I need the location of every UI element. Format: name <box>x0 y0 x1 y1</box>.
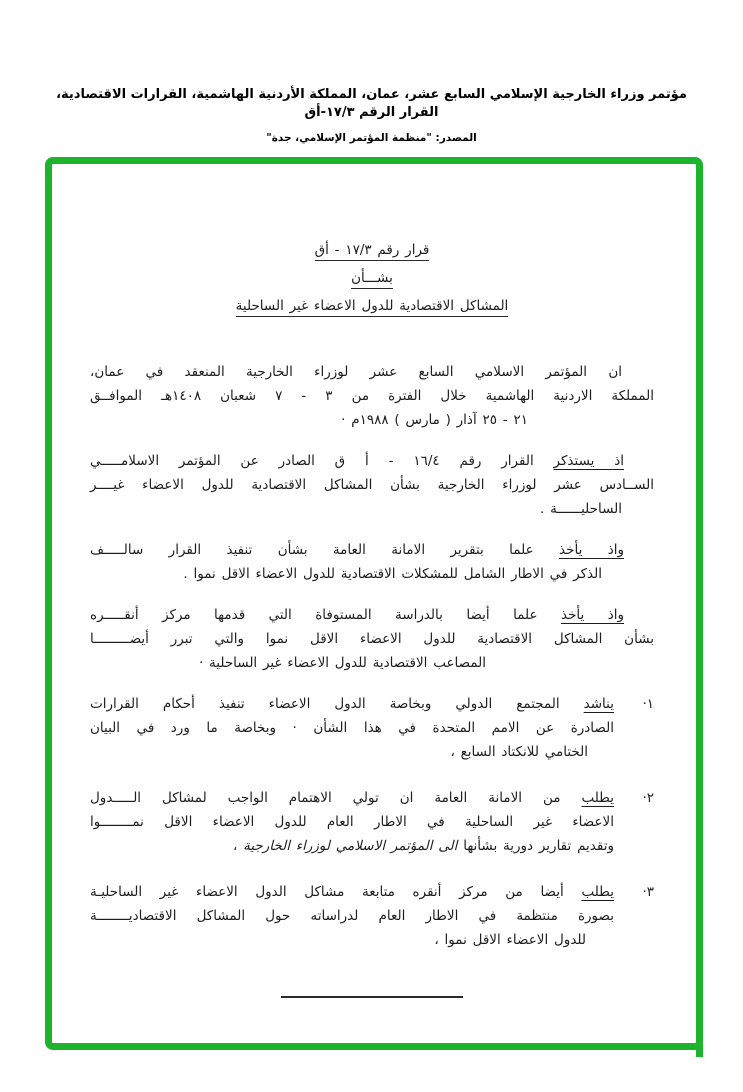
text-line: اذ يستذكر القرار رقم ١٦/٤ - أ ق الصادر عن المؤتمر الاسلامـــــي <box>90 453 624 469</box>
text-line: الاعضاء غير الساحلية في الاطار العام للدول الاعضاء الاقل نمــــــــوا <box>90 814 614 830</box>
resolution-subject-line: المشاكل الاقتصادية للدول الاعضاء غير الساحلية <box>90 292 654 320</box>
resolution-title <box>90 236 654 320</box>
document-frame <box>45 157 703 1050</box>
preamble-paragraphs <box>90 360 654 675</box>
list-item <box>90 786 654 858</box>
page-header <box>0 86 743 144</box>
resolution-number-line: قرار رقم ١٧/٣ - أق <box>90 236 654 264</box>
paragraph <box>90 538 654 586</box>
underlined-lead: واذ يأخذ <box>560 607 624 623</box>
operative-items <box>90 692 654 952</box>
text-line: يطلب أيضا من مركز أنقره متابعة مشاكل الدول الاعضاء غير الساحليـة <box>90 884 614 900</box>
document-content <box>52 164 696 998</box>
underlined-lead: يناشد <box>583 696 614 712</box>
frame-corner-tail <box>696 1044 703 1057</box>
text-line: الذكر في الاطار الشامل للمشكلات الاقتصادية للدول الاعضاء الاقل نموا . <box>183 566 602 582</box>
end-divider <box>281 996 463 998</box>
text-line: واذ يأخذ علما أيضا بالدراسة المستوفاة التي قدمها مركز أنقـــــره <box>90 607 624 623</box>
list-item <box>90 692 654 764</box>
underlined-lead: اذ يستذكر <box>553 453 624 469</box>
resolution-regarding-line: بشـــأن <box>90 264 654 292</box>
item-number: ٣· <box>642 884 654 900</box>
text-line: واذ يأخذ علما بتقرير الامانة العامة بشأن تنفيذ القرار سالـــــف <box>90 542 625 558</box>
italic-phrase: الى المؤتمر الاسلامي لوزراء الخارجية <box>243 838 458 854</box>
item-number: ٢· <box>642 790 654 806</box>
text-line: يناشد المجتمع الدولي وبخاصة الدول الاعضاء تنفيذ أحكام القرارات <box>90 696 614 712</box>
text-line: الســادس عشر لوزراء الخارجية بشأن المشاكل الاقتصادية للدول الاعضاء غيــــر <box>90 477 654 493</box>
text-line: وتقديم تقارير دورية بشأنها الى المؤتمر الاسلامي لوزراء الخارجية ، <box>232 838 614 854</box>
underlined-lead: يطلب <box>581 884 614 900</box>
underlined-lead: يطلب <box>581 790 614 806</box>
text-line: ٢١ - ٢٥ آذار ( مارس ) ١٩٨٨م · <box>341 412 528 428</box>
text-line: بصورة منتظمة في الاطار العام لدراساته حول المشاكل الاقتصاديــــــــة <box>90 908 614 924</box>
text-line: الختامي للانكتاد السابع ، <box>450 744 588 760</box>
text-line: الساحليــــــة . <box>540 501 622 517</box>
paragraph <box>90 603 654 675</box>
paragraph <box>90 360 654 432</box>
text-line: للدول الاعضاء الاقل نموا ، <box>434 932 586 948</box>
text-line: المصاعب الاقتصادية للدول الاعضاء غير الساحلية · <box>198 655 486 671</box>
item-text <box>90 692 614 764</box>
underlined-lead: واذ يأخذ <box>559 542 625 558</box>
text-line: الصادرة عن الامم المتحدة في هذا الشأن · وبخاصة ما ورد في البيان <box>90 720 614 736</box>
list-item <box>90 880 654 952</box>
text-line: بشأن المشاكل الاقتصادية للدول الاعضاء الاقل نموا والتي تبرر أيضـــــــــا <box>90 631 654 647</box>
text-line: المملكة الاردنية الهاشمية خلال الفترة من ٣ - ٧ شعبان ١٤٠٨هـ الموافــق <box>90 388 654 404</box>
header-source-line: المصدر: "منظمة المؤتمر الإسلامي، جدة" <box>266 132 477 144</box>
item-number: ١· <box>642 696 654 712</box>
item-text <box>90 786 614 858</box>
paragraph <box>90 449 654 521</box>
text-line: ان المؤتمر الاسلامي السابع عشر لوزراء الخارجية المنعقد في عمان، <box>90 364 622 380</box>
header-citation-line: مؤتمر وزراء الخارجية الإسلامي السابع عشر، عمان، المملكة الأردنية الهاشمية، القرارات الاقتصادية، القرار الرقم ١٧/٣-أق <box>56 87 687 120</box>
item-text <box>90 880 614 952</box>
text-line: يطلب من الامانة العامة ان تولي الاهتمام الواجب لمشاكل الـــــدول <box>90 790 614 806</box>
